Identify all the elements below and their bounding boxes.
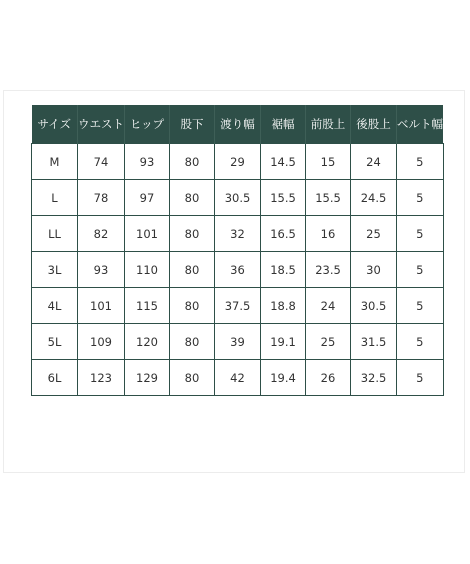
cell-back-rise: 24 <box>351 144 397 180</box>
header-hip: ヒップ <box>125 105 170 144</box>
cell-belt-width: 5 <box>397 288 444 324</box>
cell-belt-width: 5 <box>397 180 444 216</box>
table-row <box>32 360 444 396</box>
cell-belt-width: 5 <box>397 324 444 360</box>
cell-inseam: 80 <box>170 324 215 360</box>
cell-front-rise: 25 <box>306 324 351 360</box>
header-inseam: 股下 <box>170 105 215 144</box>
header-belt-width: ベルト幅 <box>397 105 444 144</box>
cell-inseam: 80 <box>170 360 215 396</box>
cell-belt-width: 5 <box>397 252 444 288</box>
cell-waist: 109 <box>78 324 125 360</box>
cell-thigh-width: 42 <box>215 360 261 396</box>
cell-thigh-width: 32 <box>215 216 261 252</box>
cell-hip: 97 <box>125 180 170 216</box>
size-chart-table <box>31 105 444 396</box>
cell-inseam: 80 <box>170 216 215 252</box>
cell-size: 4L <box>32 288 78 324</box>
cell-belt-width: 5 <box>397 144 444 180</box>
table-row <box>32 216 444 252</box>
table-row <box>32 288 444 324</box>
cell-thigh-width: 36 <box>215 252 261 288</box>
cell-thigh-width: 30.5 <box>215 180 261 216</box>
cell-back-rise: 31.5 <box>351 324 397 360</box>
cell-front-rise: 26 <box>306 360 351 396</box>
cell-hem-width: 14.5 <box>261 144 306 180</box>
cell-waist: 93 <box>78 252 125 288</box>
cell-belt-width: 5 <box>397 360 444 396</box>
cell-hem-width: 18.8 <box>261 288 306 324</box>
cell-waist: 82 <box>78 216 125 252</box>
header-size: サイズ <box>32 105 78 144</box>
cell-size: 6L <box>32 360 78 396</box>
cell-front-rise: 15.5 <box>306 180 351 216</box>
cell-hem-width: 15.5 <box>261 180 306 216</box>
cell-waist: 101 <box>78 288 125 324</box>
cell-size: 5L <box>32 324 78 360</box>
cell-hem-width: 19.1 <box>261 324 306 360</box>
cell-back-rise: 32.5 <box>351 360 397 396</box>
cell-inseam: 80 <box>170 144 215 180</box>
table-row <box>32 180 444 216</box>
cell-size: L <box>32 180 78 216</box>
cell-hip: 129 <box>125 360 170 396</box>
cell-thigh-width: 29 <box>215 144 261 180</box>
cell-hip: 93 <box>125 144 170 180</box>
cell-hip: 110 <box>125 252 170 288</box>
cell-front-rise: 15 <box>306 144 351 180</box>
cell-belt-width: 5 <box>397 216 444 252</box>
cell-back-rise: 30 <box>351 252 397 288</box>
cell-back-rise: 25 <box>351 216 397 252</box>
cell-hem-width: 19.4 <box>261 360 306 396</box>
cell-front-rise: 24 <box>306 288 351 324</box>
cell-size: LL <box>32 216 78 252</box>
cell-inseam: 80 <box>170 180 215 216</box>
cell-back-rise: 30.5 <box>351 288 397 324</box>
cell-size: M <box>32 144 78 180</box>
header-front-rise: 前股上 <box>306 105 351 144</box>
cell-waist: 78 <box>78 180 125 216</box>
size-chart-header-row <box>32 105 444 144</box>
table-row <box>32 252 444 288</box>
cell-hip: 120 <box>125 324 170 360</box>
cell-hip: 101 <box>125 216 170 252</box>
cell-thigh-width: 39 <box>215 324 261 360</box>
cell-thigh-width: 37.5 <box>215 288 261 324</box>
header-thigh-width: 渡り幅 <box>215 105 261 144</box>
cell-waist: 74 <box>78 144 125 180</box>
cell-inseam: 80 <box>170 288 215 324</box>
table-row <box>32 324 444 360</box>
cell-size: 3L <box>32 252 78 288</box>
header-back-rise: 後股上 <box>351 105 397 144</box>
cell-hip: 115 <box>125 288 170 324</box>
cell-front-rise: 23.5 <box>306 252 351 288</box>
cell-front-rise: 16 <box>306 216 351 252</box>
size-chart-body <box>32 144 444 396</box>
header-waist: ウエスト <box>78 105 125 144</box>
cell-hem-width: 16.5 <box>261 216 306 252</box>
cell-waist: 123 <box>78 360 125 396</box>
cell-back-rise: 24.5 <box>351 180 397 216</box>
table-row <box>32 144 444 180</box>
cell-hem-width: 18.5 <box>261 252 306 288</box>
cell-inseam: 80 <box>170 252 215 288</box>
header-hem-width: 裾幅 <box>261 105 306 144</box>
